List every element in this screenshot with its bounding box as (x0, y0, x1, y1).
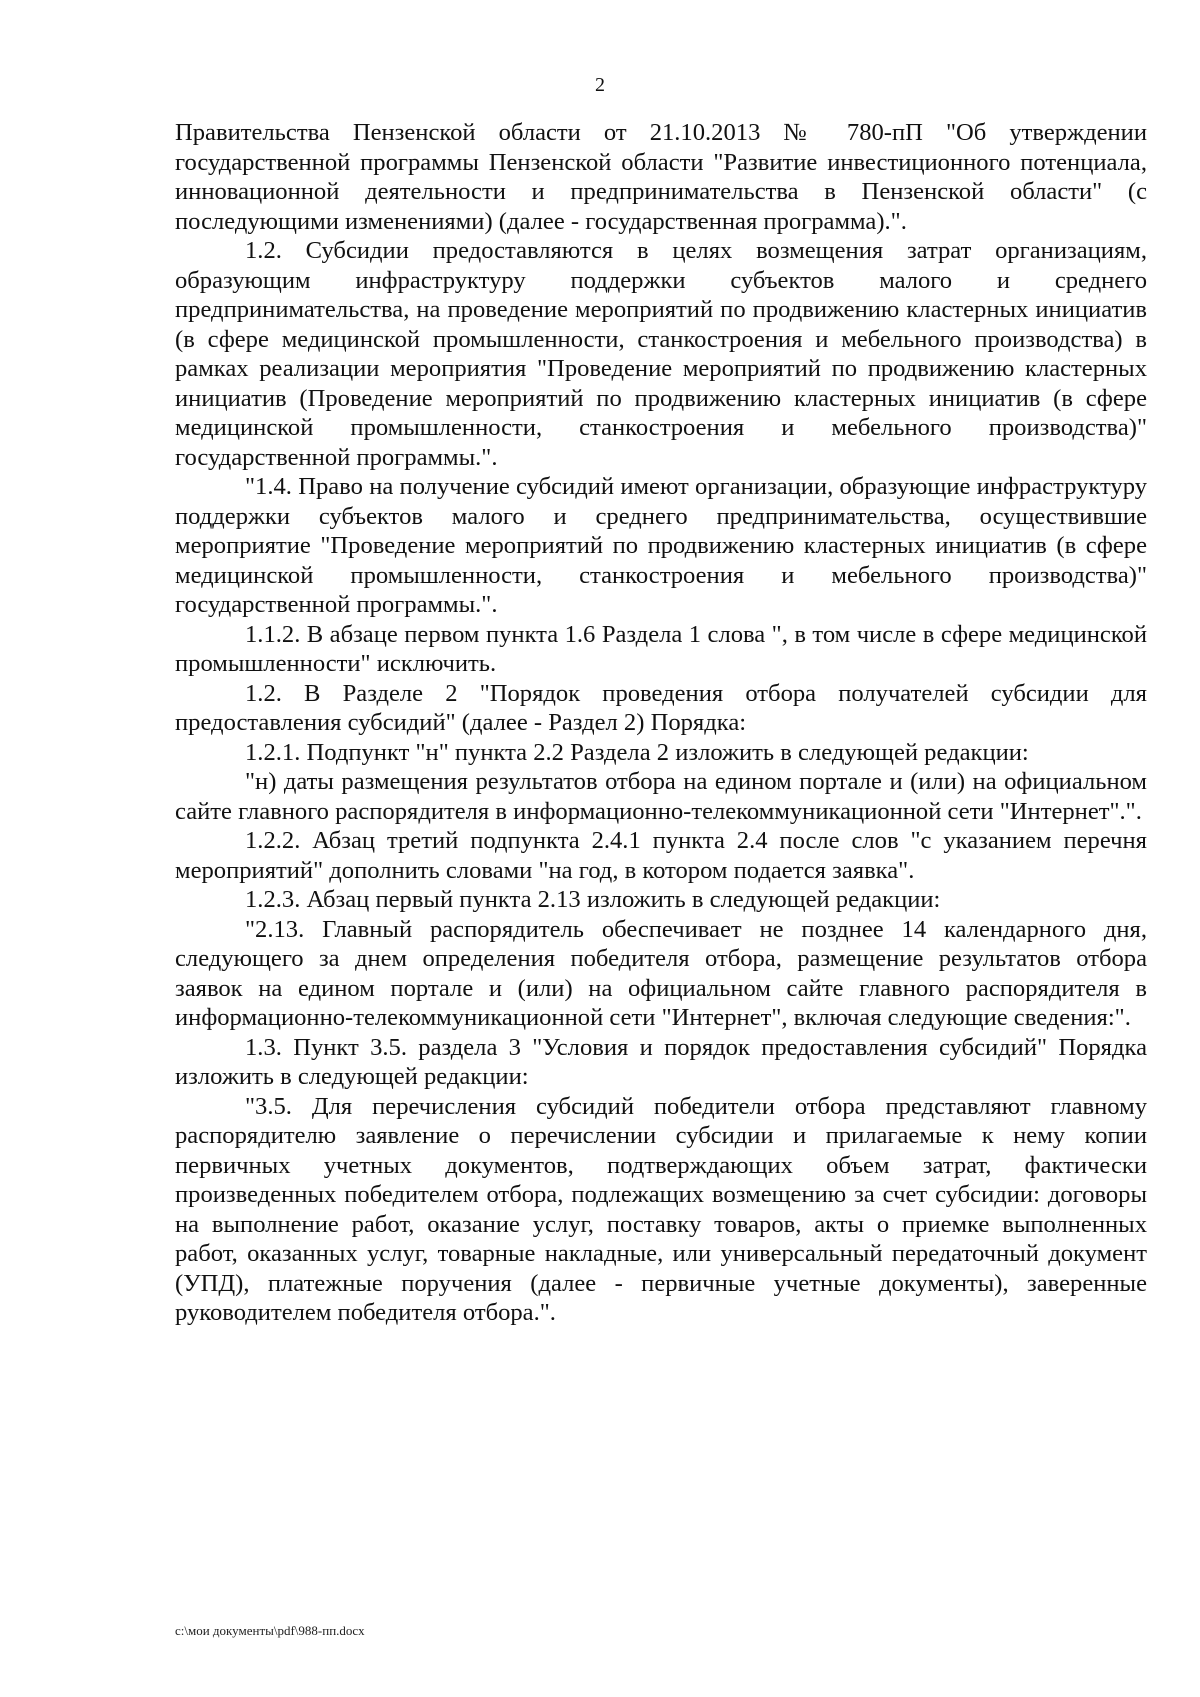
paragraph: 1.2. Субсидии предоставляются в целях возмещения затрат организациям, образующим инфраструктуру поддержки субъектов малого и среднего предпринимательства, на проведение мероприятий по продвижению кластерных инициатив (в сфере медицинской промышленности, станкостроения и мебельного производства) в рамках реализации мероприятия "Проведение мероприятий по продвижению кластерных инициатив (Проведение мероприятий по продвижению кластерных инициатив (в сфере медицинской промышленности, станкостроения и мебельного производства)" государственной программы.". (175, 237, 1147, 471)
paragraph: 1.2.3. Абзац первый пункта 2.13 изложить в следующей редакции: (245, 886, 941, 913)
document-body (175, 118, 1147, 1328)
paragraph: "н) даты размещения результатов отбора на едином портале и (или) на официальном сайте главного распорядителя в информационно-телекоммуникационной сети "Интернет".". (175, 768, 1147, 825)
paragraph: 1.2.2. Абзац третий подпункта 2.4.1 пункта 2.4 после слов "с указанием перечня мероприятий" дополнить словами "на год, в котором подается заявка". (175, 827, 1147, 884)
paragraph: 1.1.2. В абзаце первом пункта 1.6 Раздела 1 слова ", в том числе в сфере медицинской промышленности" исключить. (175, 620, 1147, 677)
paragraph: "1.4. Право на получение субсидий имеют организации, образующие инфраструктуру поддержки субъектов малого и среднего предпринимательства, осуществившие мероприятие "Проведение мероприятий по продвижению кластерных инициатив (в сфере медицинской промышленности, станкостроения и мебельного производства)" государственной программы.". (175, 473, 1147, 618)
footer-file-path: c:\мои документы\pdf\988-пп.docx (175, 1623, 365, 1638)
paragraph: 1.2.1. Подпункт "н" пункта 2.2 Раздела 2 изложить в следующей редакции: (245, 738, 1029, 766)
paragraph: Правительства Пензенской области от 21.10.2013 № 780-пП "Об утверждении государственной программы Пензенской области "Развитие инвестиционного потенциала, инновационной деятельности и предпринимательства в Пензенской области" (с последующими изменениями) (далее - государственная программа).". (175, 119, 1147, 235)
paragraph: "3.5. Для перечисления субсидий победители отбора представляют главному распорядителю заявление о перечислении субсидии и прилагаемые к нему копии первичных учетных документов, подтверждающих объем затрат, фактически произведенных победителем отбора, подлежащих возмещению за счет субсидии: договоры на выполнение работ, оказание услуг, поставку товаров, акты о приемке выполненных работ, оказанных услуг, товарные накладные, или универсальный передаточный документ (УПД), платежные поручения (далее - первичные учетные документы), заверенные руководителем победителя отбора.". (175, 1092, 1147, 1326)
paragraph: 1.3. Пункт 3.5. раздела 3 "Условия и порядок предоставления субсидий" Порядка изложить в следующей редакции: (175, 1033, 1147, 1090)
page-number: 2 (595, 74, 605, 96)
paragraph: 1.2. В Разделе 2 "Порядок проведения отбора получателей субсидии для предоставления субсидий" (далее - Раздел 2) Порядка: (175, 679, 1147, 736)
paragraph: "2.13. Главный распорядитель обеспечивает не позднее 14 календарного дня, следующего за днем определения победителя отбора, размещение результатов отбора заявок на едином портале и (или) на официальном сайте главного распорядителя в информационно-телекоммуникационной сети "Интернет", включая следующие сведения:". (175, 915, 1147, 1031)
